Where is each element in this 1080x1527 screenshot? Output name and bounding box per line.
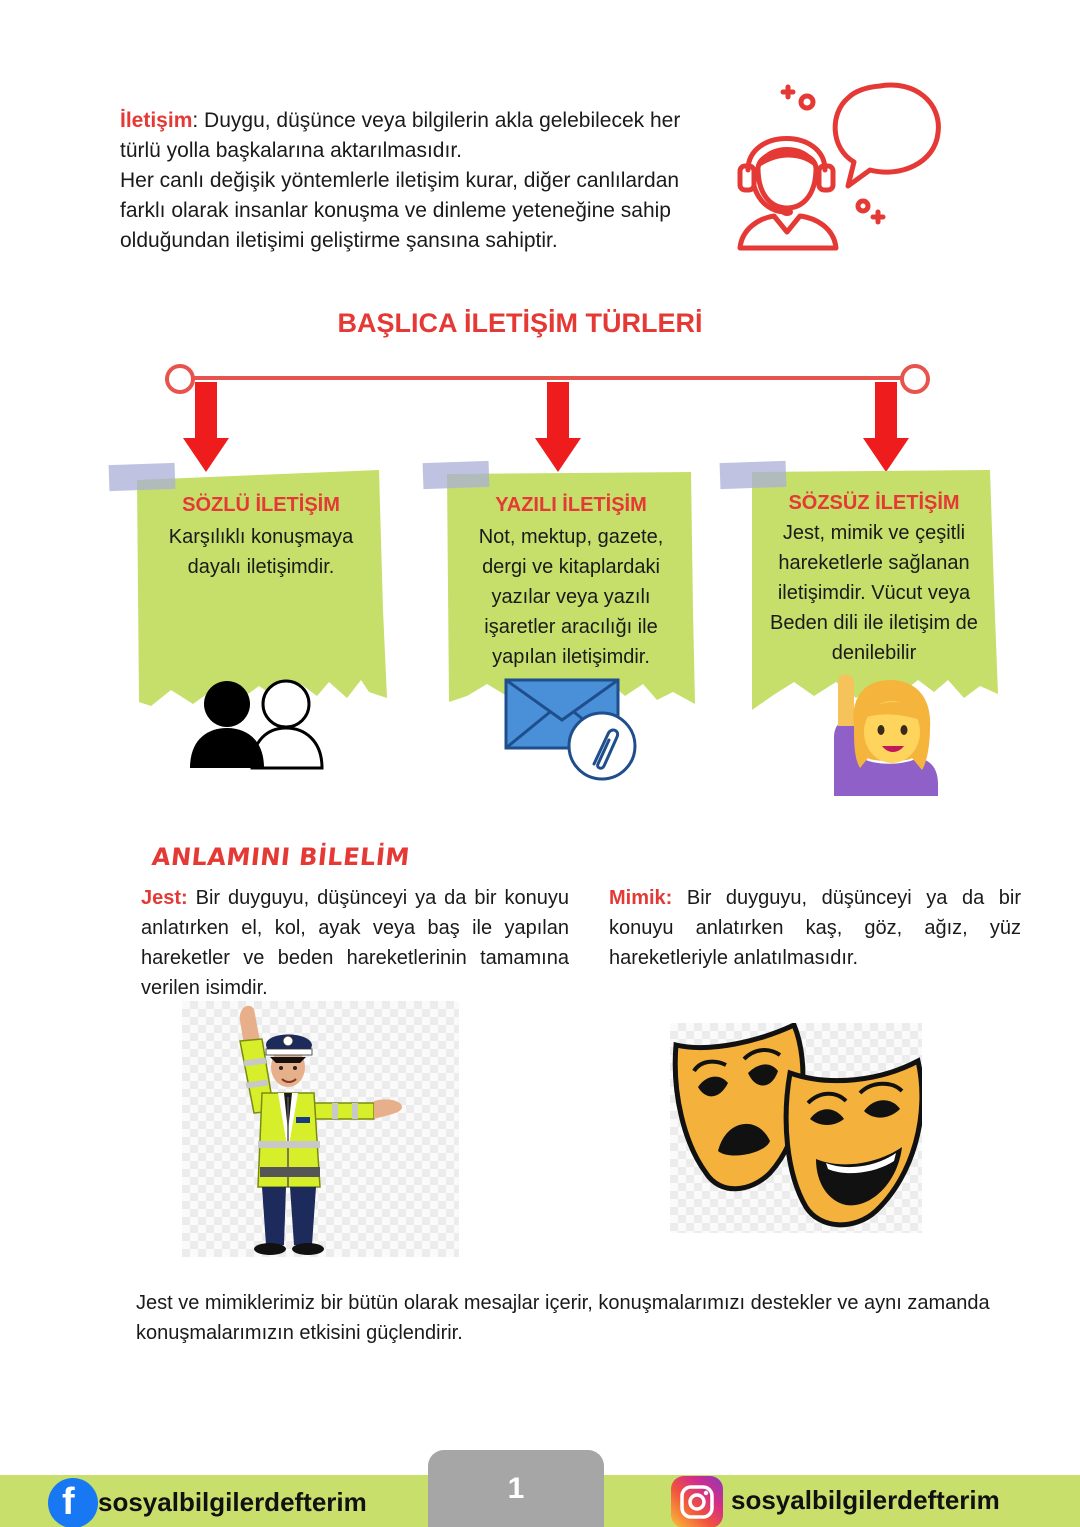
jest-text: Bir duyguyu, düşünceyi ya da bir konuyu anlatırken el, kol, ayak veya baş ile yapılan hareketler ve beden hareketlerinin tamamına verilen isimdir.	[141, 887, 569, 999]
meaning-heading: ANLAMINI BİLELİM	[150, 843, 412, 871]
type-card-yazili	[447, 470, 695, 710]
arrow-down-icon	[535, 382, 581, 472]
instagram-icon[interactable]	[671, 1476, 723, 1527]
intro-paragraph: Her canlı değişik yöntemlerle iletişim kurar, diğer canlılardan farklı olarak insanlar konuşma ve dinleme yeteneğine sahip olduğundan iletişimi geliştirme şansına sahiptir.	[120, 169, 680, 252]
intro-definition: : Duygu, düşünce veya bilgilerin akla gelebilecek her türlü yolla başkalarına aktarılmasıdır.	[120, 109, 681, 162]
tape-strip	[720, 461, 787, 489]
type-title: YAZILI İLETİŞİM	[495, 494, 647, 516]
intro-text	[120, 106, 720, 256]
headset-speech-bubble-icon	[730, 78, 945, 258]
facebook-handle[interactable]: sosyalbilgilerdefterim	[98, 1487, 367, 1517]
instagram-handle[interactable]: sosyalbilgilerdefterim	[731, 1485, 1000, 1515]
type-body: Karşılıklı konuşmaya dayalı iletişimdir.	[168, 526, 354, 578]
type-body: Not, mektup, gazete, dergi ve kitaplardaki yazılar veya yazılı işaretler aracılığı ile yapılan iletişimdir.	[478, 526, 664, 668]
traffic-police-gesture-icon	[182, 1001, 459, 1257]
type-title: SÖZLÜ İLETİŞİM	[182, 494, 340, 516]
type-body: Jest, mimik ve çeşitli hareketlerle sağlanan iletişimdir. Vücut veya Beden dili ile iletişim de denilebilir	[770, 522, 978, 664]
instagram-glyph	[671, 1476, 723, 1527]
type-title: SÖZSÜZ İLETİŞİM	[788, 492, 960, 514]
jest-definition	[141, 883, 569, 1003]
tape-strip	[423, 461, 490, 489]
two-people-icon	[190, 678, 326, 770]
mimik-definition	[609, 883, 1021, 973]
envelope-paperclip-icon	[504, 678, 640, 784]
theatre-masks-icon	[670, 1023, 922, 1233]
person-raising-hand-icon	[832, 666, 940, 796]
closing-paragraph: Jest ve mimiklerimiz bir bütün olarak mesajlar içerir, konuşmalarımızı destekler ve aynı zamanda konuşmalarımızın etkisini güçlendirir.	[136, 1292, 990, 1344]
intro-term: İletişim	[120, 109, 193, 132]
arrow-down-icon	[863, 382, 909, 472]
jest-term: Jest:	[141, 887, 188, 909]
tape-strip	[109, 463, 176, 491]
branch-line	[180, 376, 915, 380]
section-title: BAŞLICA İLETİŞİM TÜRLERİ	[337, 308, 703, 338]
mimik-text: Bir duyguyu, düşünceyi ya da bir konuyu anlatırken kaş, göz, ağız, yüz hareketleriyle anlatılmasıdır.	[609, 887, 1021, 969]
arrow-down-icon	[183, 382, 229, 472]
type-card-sozlu	[133, 470, 389, 710]
page-number: 1	[507, 1472, 525, 1505]
facebook-f-glyph: f	[62, 1481, 75, 1523]
mimik-term: Mimik:	[609, 887, 673, 909]
